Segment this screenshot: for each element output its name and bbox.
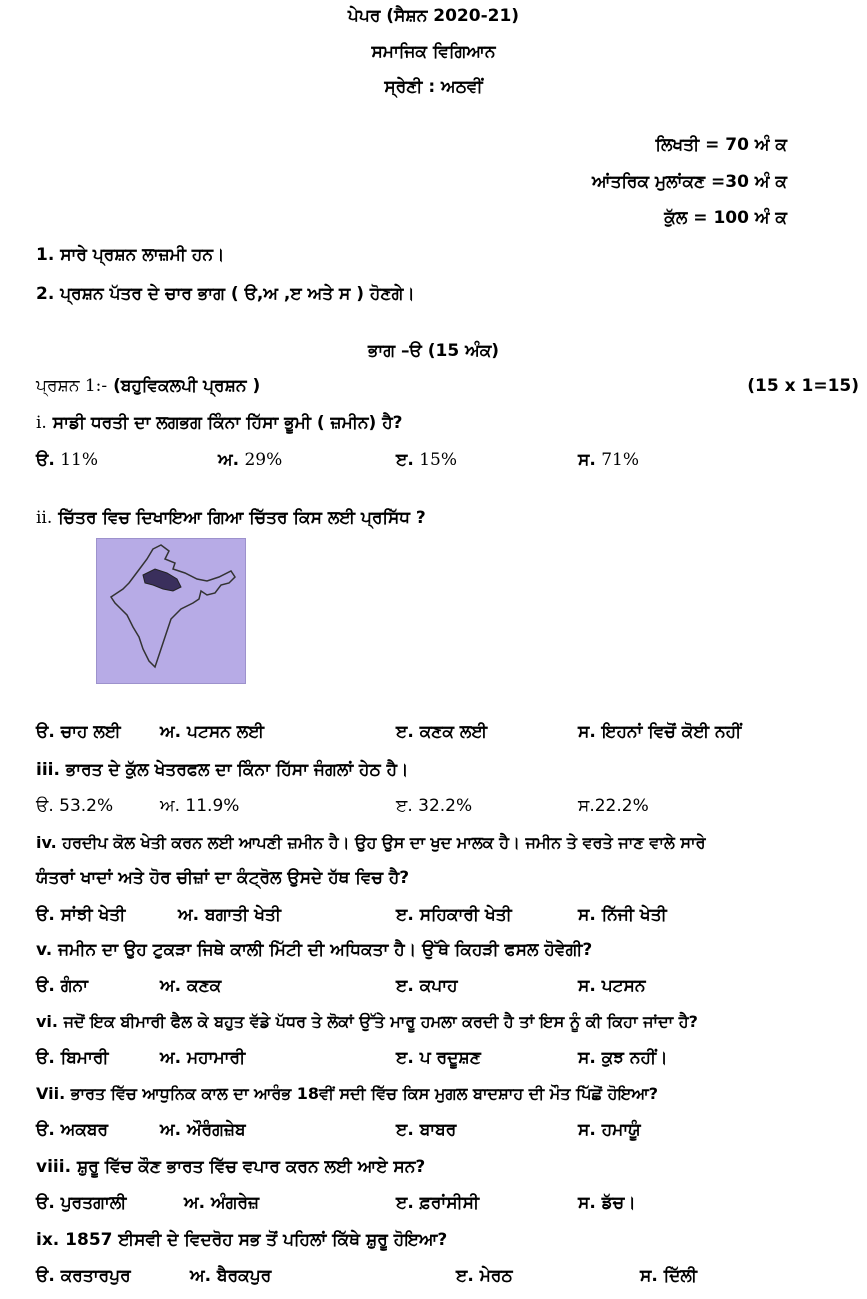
q4-option-d: ਸ. ਨਿੱਜੀ ਖੇਤੀ: [578, 905, 667, 925]
q1-option-c: [396, 450, 457, 470]
q5-option-c: ੲ. ਕਪਾਹ: [396, 976, 458, 996]
question-3: iii. ਭਾਰਤ ਦੇ ਕੁੱਲ ਖੇਤਰਫਲ ਦਾ ਕਿੰਨਾ ਹਿੱਸਾ ਜੰਗਲਾਂ ਹੇਠ ਹੈ।: [36, 760, 409, 780]
india-map-image: [96, 538, 246, 684]
written-marks: ਲਿਖਤੀ = 70 ਅੰ ਕ: [655, 135, 787, 155]
q2-option-b: ਅ. ਪਟਸਨ ਲਈ: [160, 722, 264, 742]
paper-title: ਪੇਪਰ (ਸੈਸ਼ਨ 2020-21): [347, 6, 520, 26]
subject-title: ਸਮਾਜਿਕ ਵਿਗਿਆਨ: [371, 42, 496, 62]
question-6: vi. ਜਦੋਂ ਇਕ ਬੀਮਾਰੀ ਫੈਲ ਕੇ ਬਹੁਤ ਵੱਡੇ ਪੱਧਰ ਤੇ ਲੋਕਾਂ ਉੱਤੇ ਮਾਰੂ ਹਮਲਾ ਕਰਦੀ ਹੈ ਤਾਂ ਇਸ ਨੂੰ ਕੀ ਕਿਹਾ ਜਾਂਦਾ ਹੈ?: [36, 1012, 698, 1031]
option-value: 15%: [419, 450, 457, 470]
option-value: 29%: [244, 450, 283, 470]
question-7: Vii. ਭਾਰਤ ਵਿੱਚ ਆਧੁਨਿਕ ਕਾਲ ਦਾ ਆਰੰਭ 18ਵੀਂ ਸਦੀ ਵਿੱਚ ਕਿਸ ਮੁਗਲ ਬਾਦਸ਼ਾਹ ਦੀ ਮੌਤ ਪਿੱਛੋਂ ਹੋਇਆ?: [36, 1084, 659, 1103]
instruction-2: 2. ਪ੍ਰਸ਼ਨ ਪੱਤਰ ਦੇ ਚਾਰ ਭਾਗ ( ੳ,ਅ ,ੲ ਅਤੇ ਸ ) ਹੋਣਗੇ।: [36, 284, 415, 304]
india-map-outline: [97, 539, 245, 683]
q5-option-a: ੳ. ਗੰਨਾ: [36, 976, 89, 996]
instruction-1: 1. ਸਾਰੇ ਪ੍ਰਸ਼ਨ ਲਾਜ਼ਮੀ ਹਨ।: [36, 245, 225, 265]
question-4-line-2: ਯੰਤਰਾਂ ਖਾਦਾਂ ਅਤੇ ਹੋਰ ਚੀਜ਼ਾਂ ਦਾ ਕੰਟ੍ਰੋਲ ਉਸਦੇ ਹੱਥ ਵਿਚ ਹੈ?: [36, 868, 410, 888]
q6-option-c: ੲ. ਪ ਰਦੂਸ਼ਣ: [396, 1048, 481, 1068]
option-value: 71%: [601, 450, 639, 470]
q9-option-b: ਅ. ਬੈਰਕਪੁਰ: [190, 1266, 272, 1286]
q8-option-a: ੳ. ਪੁਰਤਗਾਲੀ: [36, 1193, 127, 1213]
q2-option-a: ੳ. ਚਾਹ ਲਈ: [36, 722, 121, 742]
q1-option-b: [218, 450, 282, 470]
q7-option-a: ੳ. ਅਕਬਰ: [36, 1120, 109, 1140]
q4-option-b: ਅ. ਬਗਾਤੀ ਖੇਤੀ: [178, 905, 281, 925]
question-text: ਚਿੱਤਰ ਵਿਚ ਦਿਖਾਇਆ ਗਿਆ ਚਿੱਤਰ ਕਿਸ ਲਈ ਪ੍ਰਸਿੱਧ ?: [58, 508, 426, 528]
q3-option-b: ਅ. 11.9%: [160, 796, 240, 816]
option-label: ੳ.: [36, 450, 55, 470]
question-marks: (15 x 1=15): [747, 376, 859, 396]
option-label: ਅ.: [218, 450, 240, 470]
question-number: ii.: [36, 508, 53, 528]
q8-option-b: ਅ. ਅੰਗਰੇਜ਼: [184, 1193, 260, 1213]
question-5: v. ਜਮੀਨ ਦਾ ਉਹ ਟੁਕੜਾ ਜਿਥੇ ਕਾਲੀ ਮਿੱਟੀ ਦੀ ਅਧਿਕਤਾ ਹੈ। ਉੱਥੇ ਕਿਹੜੀ ਫਸਲ ਹੋਵੇਗੀ?: [36, 940, 593, 960]
q2-option-c: ੲ. ਕਣਕ ਲਈ: [396, 722, 488, 742]
option-label: ਸ.: [578, 450, 596, 470]
q9-option-a: ੳ. ਕਰਤਾਰਪੁਰ: [36, 1266, 131, 1286]
question-type: (ਬਹੁਵਿਕਲਪੀ ਪ੍ਰਸ਼ਨ ): [113, 376, 261, 396]
q3-option-a: ੳ. 53.2%: [36, 796, 114, 816]
q7-option-b: ਅ. ਔਰੰਗਜ਼ੇਬ: [160, 1120, 246, 1140]
q6-option-a: ੳ. ਬਿਮਾਰੀ: [36, 1048, 109, 1068]
q1-option-d: [578, 450, 639, 470]
q6-option-d: ਸ. ਕੁਝ ਨਹੀਂ।: [578, 1048, 668, 1068]
q9-option-d: ਸ. ਦਿੱਲੀ: [640, 1266, 698, 1286]
internal-marks: ਆਂਤਰਿਕ ਮੁਲਾਂਕਣ =30 ਅੰ ਕ: [592, 172, 787, 192]
question-4-line-1: iv. ਹਰਦੀਪ ਕੋਲ ਖੇਤੀ ਕਰਨ ਲਈ ਆਪਣੀ ਜ਼ਮੀਨ ਹੈ। ਉਹ ਉਸ ਦਾ ਖੁਦ ਮਾਲਕ ਹੈ। ਜਮੀਨ ਤੇ ਵਰਤੇ ਜਾਣ ਵਾਲੇ ਸਾਰੇ: [36, 833, 706, 852]
q4-option-a: ੳ. ਸਾਂਝੀ ਖੇਤੀ: [36, 905, 126, 925]
question-text: ਸਾਡੀ ਧਰਤੀ ਦਾ ਲਗਭਗ ਕਿੰਨਾ ਹਿੱਸਾ ਭੂਮੀ ( ਜ਼ਮੀਨ) ਹੈ?: [52, 413, 403, 433]
q4-option-c: ੲ. ਸਹਿਕਾਰੀ ਖੇਤੀ: [396, 905, 512, 925]
q3-option-d: ਸ.22.2%: [578, 796, 649, 816]
option-value: 11%: [60, 450, 99, 470]
q1-option-a: [36, 450, 98, 470]
question-number: i.: [36, 413, 47, 433]
q8-option-c: ੲ. ਫ਼ਰਾਂਸੀਸੀ: [396, 1193, 480, 1213]
q8-option-d: ਸ. ਡੱਚ।: [578, 1193, 636, 1213]
total-marks: ਕੁੱਲ = 100 ਅੰ ਕ: [664, 208, 787, 228]
q9-option-c: ੲ. ਮੇਰਠ: [456, 1266, 513, 1286]
question-1: [36, 413, 403, 433]
q3-option-c: ੲ. 32.2%: [396, 796, 473, 816]
q7-option-d: ਸ. ਹਮਾਯੂੰ: [578, 1120, 641, 1140]
q2-option-d: ਸ. ਇਹਨਾਂ ਵਿਚੋਂ ਕੋਈ ਨਹੀਂ: [578, 722, 742, 742]
question-2: [36, 508, 426, 528]
option-label: ੲ.: [396, 450, 414, 470]
q7-option-c: ੲ. ਬਾਬਰ: [396, 1120, 457, 1140]
question-9: ix. 1857 ਈਸਵੀ ਦੇ ਵਿਦਰੋਹ ਸਭ ਤੋਂ ਪਹਿਲਾਂ ਕਿੱਥੇ ਸ਼ੁਰੂ ਹੋਇਆ?: [36, 1230, 448, 1250]
question-header: [36, 376, 260, 396]
class-title: ਸ੍ਰੇਣੀ : ਅਠਵੀਂ: [384, 77, 483, 97]
question-8: viii. ਸ਼ੁਰੂ ਵਿੱਚ ਕੌਣ ਭਾਰਤ ਵਿੱਚ ਵਪਾਰ ਕਰਨ ਲਈ ਆਏ ਸਨ?: [36, 1157, 426, 1177]
q5-option-d: ਸ. ਪਟਸਨ: [578, 976, 646, 996]
q5-option-b: ਅ. ਕਣਕ: [160, 976, 222, 996]
q6-option-b: ਅ. ਮਹਾਮਾਰੀ: [160, 1048, 246, 1068]
question-label: ਪ੍ਰਸ਼ਨ 1:-: [36, 376, 108, 396]
section-title: ਭਾਗ –ੳ (15 ਅੰਕ): [367, 341, 500, 361]
